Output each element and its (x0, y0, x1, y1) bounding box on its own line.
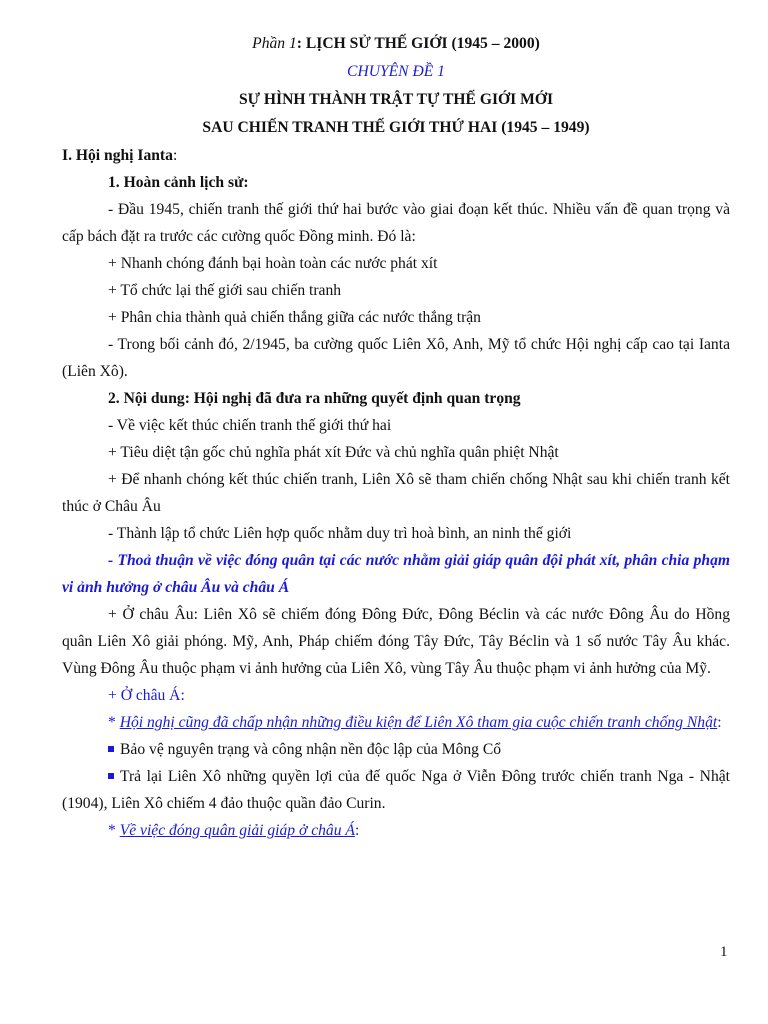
main-title-line2: SAU CHIẾN TRANH THẾ GIỚI THỨ HAI (1945 – 1949) (202, 119, 590, 136)
content-item: + Để nhanh chóng kết thúc chiến tranh, Liên Xô sẽ tham chiến chống Nhật sau khi chiến tranh kết thúc ở Châu Âu (62, 471, 730, 515)
part-prefix: Phần 1 (252, 35, 297, 52)
part-title-text: : LỊCH SỬ THẾ GIỚI (1945 – 2000) (296, 35, 540, 52)
content-item-disarmament: * Về việc đóng quân giải giáp ở châu Á: (108, 822, 360, 839)
main-title-line1: SỰ HÌNH THÀNH TRẬT TỰ THẾ GIỚI MỚI (238, 91, 554, 108)
topic-label: CHUYÊN ĐỀ 1 (347, 63, 445, 80)
content-item-conditions: * Hội nghị cũng đã chấp nhận những điều kiện để Liên Xô tham gia cuộc chiến tranh chống Nhật: (108, 714, 722, 731)
subheading-context: 1. Hoàn cảnh lịch sử: (108, 174, 249, 191)
section-heading: I. Hội nghị Ianta: (62, 147, 178, 164)
page-number: 1 (720, 944, 728, 960)
content-item-europe: + Ở châu Âu: Liên Xô sẽ chiếm đóng Đông Đức, Đông Béclin và các nước Đông Âu do Hồng quân Liên Xô giải phóng. Mỹ, Anh, Pháp chiếm đóng Tây Đức, Tây Béclin và 1 số nước Tây Âu khác. Vùng Đông Âu thuộc phạm vi ảnh hưởng của Liên Xô, vùng Tây Âu thuộc phạm vi ảnh hưởng của Mỹ. (62, 606, 730, 677)
content-item: - Về việc kết thúc chiến tranh thế giới thứ hai (108, 417, 392, 434)
subheading-content: 2. Nội dung: Hội nghị đã đưa ra những quyết định quan trọng (108, 390, 521, 407)
paragraph-conference: - Trong bối cảnh đó, 2/1945, ba cường quốc Liên Xô, Anh, Mỹ tổ chức Hội nghị cấp cao tại Ianta (Liên Xô). (62, 336, 730, 380)
bullet-item: + Phân chia thành quả chiến thắng giữa các nước thắng trận (108, 309, 481, 326)
square-bullet-item: Trả lại Liên Xô những quyền lợi của đế quốc Nga ở Viễn Đông trước chiến tranh Nga - Nhật (1904), Liên Xô chiếm 4 đảo thuộc quần đảo Curin. (62, 768, 730, 812)
part-title (62, 30, 730, 58)
square-bullet-icon (108, 773, 114, 779)
square-bullet-icon (108, 746, 114, 752)
content-item-highlight: - Thoả thuận về việc đóng quân tại các nước nhằm giải giáp quân đội phát xít, phân chia phạm vi ảnh hưởng ở châu Âu và châu Á (62, 552, 730, 596)
content-item-asia: + Ở châu Á: (108, 687, 185, 704)
content-item: + Tiêu diệt tận gốc chủ nghĩa phát xít Đức và chủ nghĩa quân phiệt Nhật (108, 444, 559, 461)
bullet-item: + Nhanh chóng đánh bại hoàn toàn các nước phát xít (108, 255, 438, 272)
content-item: - Thành lập tổ chức Liên hợp quốc nhằm duy trì hoà bình, an ninh thế giới (108, 525, 572, 542)
square-bullet-item: Bảo vệ nguyên trạng và công nhận nền độc lập của Mông Cổ (62, 736, 730, 763)
paragraph-context: - Đầu 1945, chiến tranh thế giới thứ hai bước vào giai đoạn kết thúc. Nhiều vấn đề quan trọng và cấp bách đặt ra trước các cường quốc Đồng minh. Đó là: (62, 201, 730, 245)
document-body (62, 30, 730, 844)
bullet-item: + Tổ chức lại thế giới sau chiến tranh (108, 282, 342, 299)
